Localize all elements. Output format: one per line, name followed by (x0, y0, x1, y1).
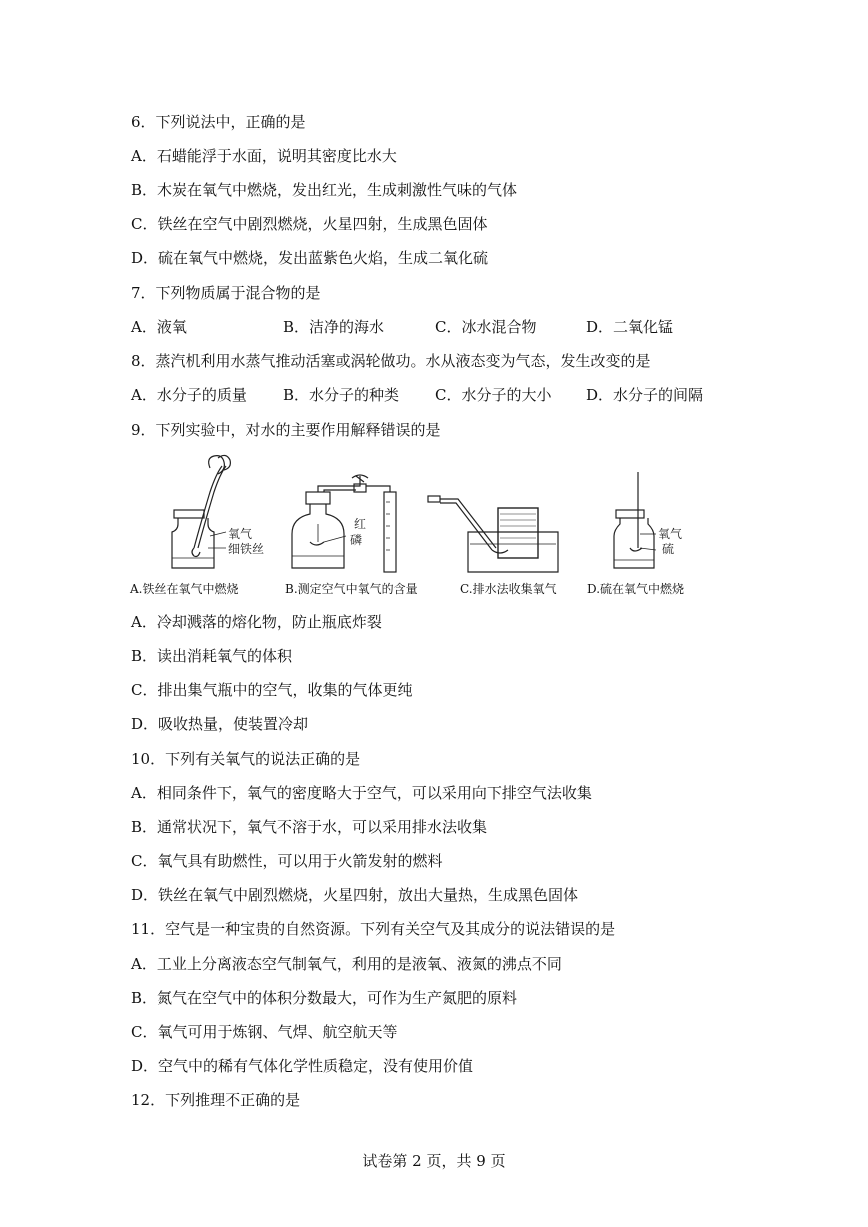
experiment-diagrams (128, 452, 700, 576)
q8-option-d: D．水分子的间隔 (586, 386, 704, 404)
label-d-oxygen: 氧气 (658, 527, 683, 541)
caption-a: A.铁丝在氧气中燃烧 (130, 582, 239, 596)
diagram-c-water-displacement (428, 496, 558, 572)
q11-option-a: A．工业上分离液态空气制氧气，利用的是液氧、液氮的沸点不同 (131, 955, 562, 973)
q8-option-a: A．水分子的质量 (131, 386, 247, 404)
q9-option-c: C．排出集气瓶中的空气，收集的气体更纯 (131, 681, 413, 699)
q9-option-a: A．冷却溅落的熔化物，防止瓶底炸裂 (131, 613, 382, 631)
q9-stem: 9．下列实验中，对水的主要作用解释错误的是 (131, 421, 441, 439)
q6-option-d: D．硫在氧气中燃烧，发出蓝紫色火焰，生成二氧化硫 (131, 249, 489, 267)
diagram-b-oxygen-content (292, 475, 396, 572)
q6-option-a: A．石蜡能浮于水面，说明其密度比水大 (131, 147, 397, 165)
q11-option-d: D．空气中的稀有气体化学性质稳定，没有使用价值 (131, 1057, 474, 1075)
q8-option-c: C．水分子的大小 (435, 386, 552, 404)
q7-option-c: C．冰水混合物 (435, 318, 537, 336)
experiment-figure (128, 452, 700, 604)
q8-stem: 8．蒸汽机利用水蒸气推动活塞或涡轮做功。水从液态变为气态，发生改变的是 (131, 352, 651, 370)
q7-option-a: A．液氧 (131, 318, 187, 336)
q10-option-d: D．铁丝在氧气中剧烈燃烧，火星四射，放出大量热，生成黑色固体 (131, 886, 579, 904)
q11-option-c: C．氧气可用于炼钢、气焊、航空航天等 (131, 1023, 398, 1041)
q12-stem: 12．下列推理不正确的是 (131, 1091, 301, 1109)
label-a-wire: 细铁丝 (228, 542, 265, 556)
q6-option-b: B．木炭在氧气中燃烧，发出红光，生成刺激性气味的气体 (131, 181, 518, 199)
caption-c: C.排水法收集氧气 (460, 582, 557, 596)
q9-option-d: D．吸收热量，使装置冷却 (131, 715, 309, 733)
q10-option-a: A．相同条件下，氧气的密度略大于空气，可以采用向下排空气法收集 (131, 784, 592, 802)
q7-option-d: D．二氧化锰 (586, 318, 674, 336)
q10-stem: 10．下列有关氧气的说法正确的是 (131, 750, 361, 768)
label-d-sulfur: 硫 (662, 542, 675, 556)
q10-option-c: C．氧气具有助燃性，可以用于火箭发射的燃料 (131, 852, 443, 870)
q11-option-b: B．氮气在空气中的体积分数最大，可作为生产氮肥的原料 (131, 989, 518, 1007)
q6-stem: 6．下列说法中，正确的是 (131, 113, 306, 131)
caption-d: D.硫在氧气中燃烧 (587, 582, 685, 596)
label-b-red: 红 (354, 517, 367, 531)
q8-option-b: B．水分子的种类 (283, 386, 400, 404)
q7-option-b: B．洁净的海水 (283, 318, 385, 336)
label-a-oxygen: 氧气 (228, 527, 253, 541)
label-b-phos: 磷 (350, 533, 363, 547)
q11-stem: 11．空气是一种宝贵的自然资源。下列有关空气及其成分的说法错误的是 (131, 920, 616, 938)
q9-option-b: B．读出消耗氧气的体积 (131, 647, 293, 665)
caption-b: B.测定空气中氧气的含量 (285, 582, 418, 596)
q7-stem: 7．下列物质属于混合物的是 (131, 284, 321, 302)
q10-option-b: B．通常状况下，氧气不溶于水，可以采用排水法收集 (131, 818, 488, 836)
q6-option-c: C．铁丝在空气中剧烈燃烧，火星四射，生成黑色固体 (131, 215, 488, 233)
diagram-d-sulfur (614, 472, 656, 568)
page-footer: 试卷第 2 页，共 9 页 (362, 1152, 506, 1170)
diagram-a-iron-wire (172, 455, 230, 568)
